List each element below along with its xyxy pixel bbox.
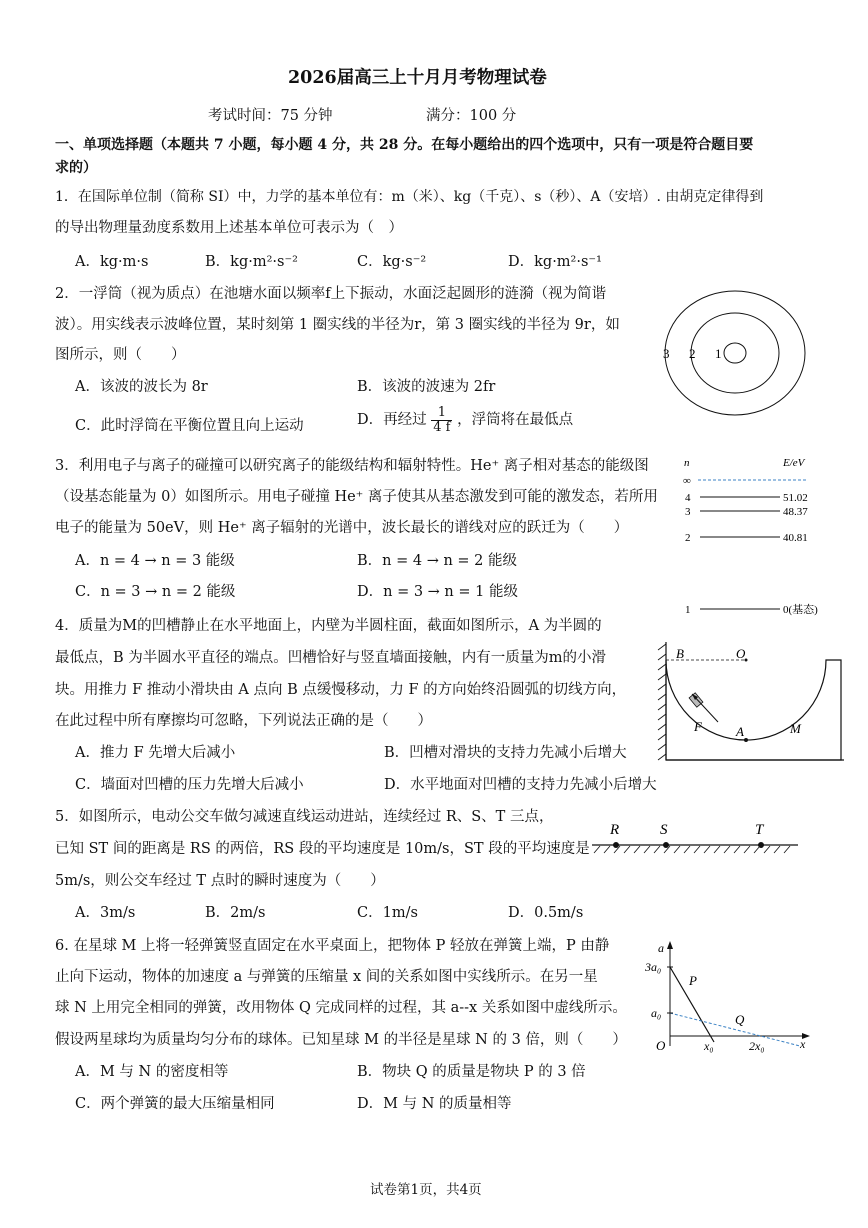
label-a0: a₀	[651, 1006, 662, 1020]
label-o: O	[736, 646, 746, 661]
n-axis-label: n	[684, 457, 690, 469]
question-text: 1．在国际单位制（简称 SI）中，力学的基本单位有：m（米）、kg（千克）、s（秒）、A（安培）. 由胡克定律得到	[55, 189, 764, 205]
question-text: 5．如图所示，电动公交车做匀减速直线运动进站，连续经过 R、S、T 三点，	[55, 809, 554, 825]
option-b: B．2m/s	[205, 905, 266, 921]
level-1-n: 1	[685, 604, 691, 616]
label-q: Q	[735, 1012, 745, 1027]
option-a: A．M 与 N 的密度相等	[75, 1064, 229, 1080]
level-1-energy: 0(基态)	[783, 604, 818, 616]
point-a	[744, 738, 748, 742]
question-text: 电子的能量为 50eV，则 He⁺ 离子辐射的光谱中，波长最长的谱线对应的跃迁为（ ）	[55, 520, 629, 536]
option-a: A．推力 F 先增大后减小	[75, 745, 236, 761]
ripple-label-1: 1	[715, 346, 722, 361]
infinity-label: ∞	[683, 475, 691, 487]
question-text: 球 N 上用完全相同的弹簧，改用物体 Q 完成同样的过程，其 a--x 关系如图中虚线所示。	[55, 1000, 627, 1016]
level-3-n: 3	[685, 506, 691, 518]
option-d	[357, 406, 573, 434]
ripple-label-2: 2	[689, 346, 696, 361]
question-text: 止向下运动，物体的加速度 a 与弹簧的压缩量 x 间的关系如图中实线所示。在另一星	[55, 969, 598, 985]
level-3-energy: 48.37	[783, 506, 808, 518]
y-axis-arrowhead	[667, 941, 673, 949]
question-text: 最低点，B 为半圆水平直径的端点。凹槽恰好与竖直墙面接触，内有一质量为m的小滑	[55, 650, 607, 666]
question-text: 已知 ST 间的距离是 RS 的两倍，RS 段的平均速度是 10m/s，ST 段的平均速度是	[55, 841, 590, 857]
question-text: 在此过程中所有摩擦均可忽略，下列说法正确的是（ ）	[55, 713, 432, 729]
fraction-numerator: 1	[431, 406, 452, 421]
label-3a0: 3a₀	[645, 960, 662, 974]
option-d: D．kg·m²·s⁻¹	[508, 254, 602, 270]
option-b: B．物块 Q 的质量是物块 P 的 3 倍	[357, 1064, 586, 1080]
option-c: C．kg·s⁻²	[357, 254, 427, 270]
option-b: B．n = 4 → n = 2 能级	[357, 553, 517, 569]
option-c: C．两个弹簧的最大压缩量相同	[75, 1096, 275, 1112]
label-origin: O	[656, 1038, 666, 1053]
option-d-suffix: ，浮筒将在最低点	[457, 412, 574, 429]
option-c: C．墙面对凹槽的压力先增大后减小	[75, 777, 304, 793]
ripple-circle-1	[724, 343, 746, 363]
option-b: B．凹槽对滑块的支持力先减小后增大	[384, 745, 627, 761]
question-text: 2．一浮筒（视为质点）在池塘水面以频率f上下振动，水面泛起圆形的涟漪（视为简谐	[55, 286, 607, 302]
question-text: 假设两星球均为质量均匀分布的球体。已知星球 M 的半径是星球 N 的 3 倍，则（ ）	[55, 1032, 627, 1048]
option-d: D．0.5m/s	[508, 905, 584, 921]
page-footer: 试卷第1页，共4页	[370, 1182, 482, 1198]
question-text: 块。用推力 F 推动小滑块由 A 点向 B 点缓慢移动，力 F 的方向始终沿圆弧的切线方向，	[55, 682, 627, 698]
point-t	[758, 842, 764, 848]
label-r: R	[610, 822, 620, 838]
full-score: 满分：100 分	[426, 108, 517, 124]
groove-body	[666, 660, 841, 760]
option-c: C．1m/s	[357, 905, 418, 921]
question-text: 波）。用实线表示波峰位置，某时刻第 1 圈实线的半径为r，第 3 圈实线的半径为 9r，如	[55, 317, 620, 333]
label-a: A	[736, 724, 744, 739]
exam-time: 考试时间：75 分钟	[208, 108, 333, 124]
label-x-axis: x	[800, 1037, 806, 1051]
option-a: A．kg·m·s	[75, 254, 149, 270]
slider-block	[689, 693, 703, 707]
option-d-prefix: D．再经过	[357, 412, 427, 429]
option-d: D．水平地面对凹槽的支持力先减小后增大	[384, 777, 657, 793]
option-c: C．n = 3 → n = 2 能级	[75, 584, 236, 600]
label-x0: x₀	[704, 1039, 714, 1053]
level-2-energy: 40.81	[783, 532, 808, 544]
label-p: P	[689, 973, 697, 988]
option-b: B．kg·m²·s⁻²	[205, 254, 298, 270]
option-d: D．n = 3 → n = 1 能级	[357, 584, 518, 600]
point-r	[613, 842, 619, 848]
label-f: F	[694, 719, 702, 734]
wall-hatch	[658, 644, 666, 760]
a-x-graph	[640, 938, 815, 1063]
ripple-figure	[660, 290, 810, 420]
label-b: B	[676, 646, 684, 661]
label-2x0: 2x₀	[749, 1039, 765, 1053]
question-text: 3．利用电子与离子的碰撞可以研究离子的能级结构和辐射特性。He⁺ 离子相对基态的能级图	[55, 458, 649, 474]
energy-level-diagram	[680, 452, 860, 622]
page-title: 2026届高三上十月月考物理试卷	[288, 68, 547, 88]
road-figure	[588, 818, 803, 864]
energy-axis-label: E/eV	[783, 457, 805, 469]
label-t: T	[755, 822, 764, 838]
groove-figure	[656, 640, 846, 765]
level-2-n: 2	[685, 532, 691, 544]
section-heading-cont: 求的）	[55, 160, 97, 176]
label-s: S	[660, 822, 668, 838]
ripple-label-3: 3	[663, 346, 670, 361]
fraction-denominator: 4 f	[433, 419, 451, 435]
level-4-n: 4	[685, 492, 691, 504]
question-text: （设基态能量为 0）如图所示。用电子碰撞 He⁺ 离子使其从基态激发到可能的激发态，若所用	[55, 489, 658, 505]
level-4-energy: 51.02	[783, 492, 808, 504]
label-a-axis: a	[658, 941, 664, 955]
ripple-circle-2	[691, 313, 779, 393]
question-text: 6. 在星球 M 上将一轻弹簧竖直固定在水平桌面上，把物体 P 轻放在弹簧上端，P 由静	[55, 938, 610, 954]
option-a: A．3m/s	[75, 905, 136, 921]
fraction	[431, 406, 452, 434]
option-d: D．M 与 N 的质量相等	[357, 1096, 512, 1112]
option-a: A．该波的波长为 8r	[75, 379, 208, 395]
option-b: B．该波的波速为 2fr	[357, 379, 496, 395]
point-s	[663, 842, 669, 848]
question-text: 4．质量为M的凹槽静止在水平地面上，内壁为半圆柱面，截面如图所示，A 为半圆的	[55, 618, 602, 634]
question-text: 的导出物理量劲度系数用上述基本单位可表示为（ ）	[55, 220, 403, 236]
question-text: 5m/s，则公交车经过 T 点时的瞬时速度为（ ）	[55, 873, 385, 889]
option-a: A．n = 4 → n = 3 能级	[75, 553, 235, 569]
section-heading: 一、单项选择题（本题共 7 小题，每小题 4 分，共 28 分。在每小题给出的四个选项中，只有一项是符合题目要	[55, 137, 754, 153]
question-text: 图所示，则（ ）	[55, 347, 186, 363]
ripple-circle-3	[665, 291, 805, 415]
option-c: C．此时浮筒在平衡位置且向上运动	[75, 418, 304, 434]
label-m: M	[790, 721, 801, 736]
